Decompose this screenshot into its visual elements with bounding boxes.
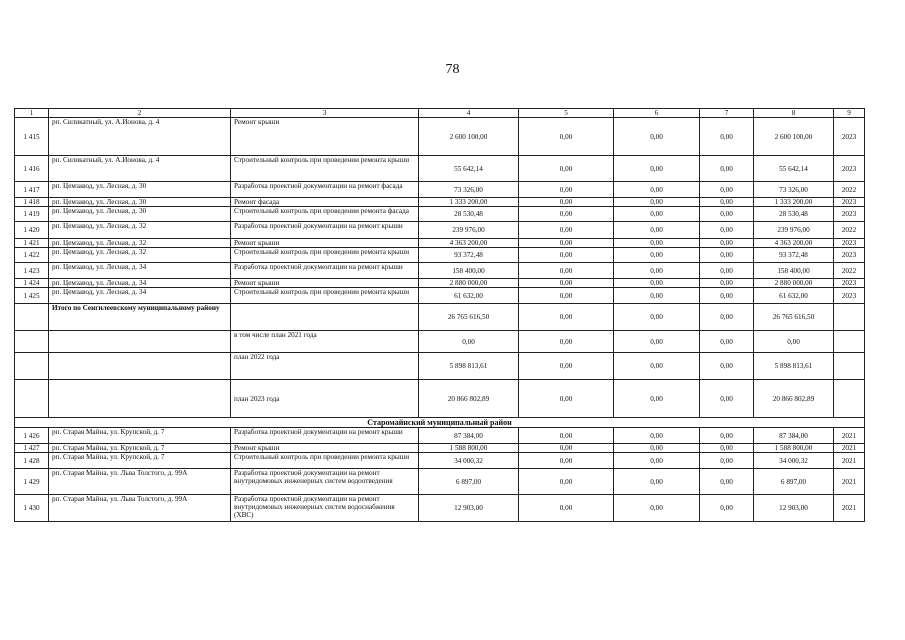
- col8-cell: 73 326,00: [754, 182, 834, 198]
- row-id: 1 421: [15, 239, 49, 248]
- plan-2021-label: в том числе план 2021 года: [231, 331, 419, 353]
- col8-cell: 1 588 800,00: [754, 444, 834, 453]
- section-row: [15, 418, 865, 428]
- col4-cell: 73 326,00: [419, 182, 519, 198]
- col6-cell: 0,00: [614, 288, 700, 304]
- plan-2022-c5: 0,00: [519, 353, 614, 380]
- work-type-cell: Разработка проектной документации на ремонт внутридомовых инженерных систем водоотведения: [231, 469, 419, 495]
- col7-cell: 0,00: [700, 469, 754, 495]
- table-row: [15, 207, 865, 222]
- address-cell: рп. Цемзавод, ул. Лесная, д. 34: [49, 263, 231, 279]
- table-row: [15, 428, 865, 444]
- plan-2022-c8: 5 898 813,61: [754, 353, 834, 380]
- row-id: 1 424: [15, 279, 49, 288]
- empty-cell: [15, 380, 49, 418]
- table-row: [15, 118, 865, 156]
- col6-cell: 0,00: [614, 182, 700, 198]
- year-cell: 2022: [834, 182, 865, 198]
- year-cell: 2021: [834, 495, 865, 522]
- col6-cell: 0,00: [614, 156, 700, 182]
- row-id: 1 419: [15, 207, 49, 222]
- table-row: [15, 495, 865, 522]
- plan-2021-c8: 0,00: [754, 331, 834, 353]
- col4-cell: 2 880 000,00: [419, 279, 519, 288]
- col6-cell: 0,00: [614, 453, 700, 469]
- col6-cell: 0,00: [614, 198, 700, 207]
- plan-2021-row: [15, 331, 865, 353]
- col4-cell: 2 600 100,00: [419, 118, 519, 156]
- empty-cell: [834, 331, 865, 353]
- col7-cell: 0,00: [700, 182, 754, 198]
- address-cell: рп. Старая Майна, ул. Льва Толстого, д. 99А: [49, 495, 231, 522]
- table-row: [15, 279, 865, 288]
- col5-cell: 0,00: [519, 207, 614, 222]
- empty-cell: [834, 353, 865, 380]
- table-row: [15, 444, 865, 453]
- plan-2021-c5: 0,00: [519, 331, 614, 353]
- col7-cell: 0,00: [700, 495, 754, 522]
- header-cell: 1: [15, 109, 49, 118]
- row-id: 1 427: [15, 444, 49, 453]
- col7-cell: 0,00: [700, 207, 754, 222]
- col5-cell: 0,00: [519, 495, 614, 522]
- col8-cell: 2 880 000,00: [754, 279, 834, 288]
- col4-cell: 6 897,00: [419, 469, 519, 495]
- col4-cell: 55 642,14: [419, 156, 519, 182]
- col8-cell: 93 372,48: [754, 248, 834, 263]
- col4-cell: 34 000,32: [419, 453, 519, 469]
- col6-cell: 0,00: [614, 222, 700, 239]
- row-id: 1 423: [15, 263, 49, 279]
- header-cell: 3: [231, 109, 419, 118]
- work-type-cell: Разработка проектной документации на ремонт крыши: [231, 222, 419, 239]
- col8-cell: 6 897,00: [754, 469, 834, 495]
- table-header-row: [15, 109, 865, 118]
- col4-cell: 1 333 200,00: [419, 198, 519, 207]
- col5-cell: 0,00: [519, 118, 614, 156]
- work-type-cell: Ремонт крыши: [231, 118, 419, 156]
- col6-cell: 0,00: [614, 263, 700, 279]
- col7-cell: 0,00: [700, 279, 754, 288]
- total-c7: 0,00: [700, 304, 754, 331]
- row-id: 1 420: [15, 222, 49, 239]
- col6-cell: 0,00: [614, 469, 700, 495]
- header-cell: 8: [754, 109, 834, 118]
- empty-cell: [15, 331, 49, 353]
- table-row: [15, 156, 865, 182]
- col8-cell: 2 600 100,00: [754, 118, 834, 156]
- col7-cell: 0,00: [700, 118, 754, 156]
- address-cell: рп. Цемзавод, ул. Лесная, д. 34: [49, 288, 231, 304]
- address-cell: рп. Старая Майна, ул. Крупской, д. 7: [49, 444, 231, 453]
- row-id: 1 430: [15, 495, 49, 522]
- col8-cell: 61 632,00: [754, 288, 834, 304]
- col7-cell: 0,00: [700, 248, 754, 263]
- row-id: 1 429: [15, 469, 49, 495]
- col5-cell: 0,00: [519, 279, 614, 288]
- col5-cell: 0,00: [519, 288, 614, 304]
- table-row: [15, 198, 865, 207]
- col6-cell: 0,00: [614, 248, 700, 263]
- col4-cell: 1 588 800,00: [419, 444, 519, 453]
- col5-cell: 0,00: [519, 156, 614, 182]
- work-type-cell: Строительный контроль при проведении ремонта крыши: [231, 248, 419, 263]
- col5-cell: 0,00: [519, 453, 614, 469]
- table-row: [15, 239, 865, 248]
- address-cell: рп. Старая Майна, ул. Льва Толстого, д. 99А: [49, 469, 231, 495]
- col4-cell: 93 372,48: [419, 248, 519, 263]
- row-id: 1 425: [15, 288, 49, 304]
- plan-2021-c6: 0,00: [614, 331, 700, 353]
- col5-cell: 0,00: [519, 198, 614, 207]
- col5-cell: 0,00: [519, 222, 614, 239]
- total-c5: 0,00: [519, 304, 614, 331]
- header-cell: 2: [49, 109, 231, 118]
- work-type-cell: Ремонт крыши: [231, 239, 419, 248]
- work-type-cell: Строительный контроль при проведении ремонта крыши: [231, 288, 419, 304]
- row-id: 1 422: [15, 248, 49, 263]
- col8-cell: 4 363 200,00: [754, 239, 834, 248]
- work-type-cell: Ремонт крыши: [231, 444, 419, 453]
- address-cell: рп. Старая Майна, ул. Крупской, д. 7: [49, 453, 231, 469]
- table-row: [15, 182, 865, 198]
- empty-cell: [49, 380, 231, 418]
- address-cell: рп. Цемзавод, ул. Лесная, д. 30: [49, 207, 231, 222]
- col7-cell: 0,00: [700, 156, 754, 182]
- col5-cell: 0,00: [519, 239, 614, 248]
- row-id: 1 417: [15, 182, 49, 198]
- plan-2023-c4: 20 866 802,89: [419, 380, 519, 418]
- col7-cell: 0,00: [700, 453, 754, 469]
- row-id: 1 418: [15, 198, 49, 207]
- header-cell: 6: [614, 109, 700, 118]
- address-cell: рп. Старая Майна, ул. Крупской, д. 7: [49, 428, 231, 444]
- capital-repair-table: [14, 108, 865, 522]
- work-type-cell: Ремонт крыши: [231, 279, 419, 288]
- empty-cell: [834, 380, 865, 418]
- row-id: 1 426: [15, 428, 49, 444]
- plan-2022-c6: 0,00: [614, 353, 700, 380]
- empty-cell: [49, 331, 231, 353]
- empty-cell: [231, 304, 419, 331]
- plan-2022-c4: 5 898 813,61: [419, 353, 519, 380]
- plan-2022-label: план 2022 года: [231, 353, 419, 380]
- address-cell: рп. Цемзавод, ул. Лесная, д. 32: [49, 222, 231, 239]
- table-row: [15, 263, 865, 279]
- col4-cell: 28 530,48: [419, 207, 519, 222]
- col8-cell: 158 400,00: [754, 263, 834, 279]
- plan-2023-c7: 0,00: [700, 380, 754, 418]
- col6-cell: 0,00: [614, 444, 700, 453]
- year-cell: 2023: [834, 118, 865, 156]
- row-id: 1 415: [15, 118, 49, 156]
- year-cell: 2023: [834, 207, 865, 222]
- work-type-cell: Разработка проектной документации на ремонт крыши: [231, 428, 419, 444]
- col8-cell: 28 530,48: [754, 207, 834, 222]
- year-cell: 2023: [834, 248, 865, 263]
- plan-2023-c6: 0,00: [614, 380, 700, 418]
- header-cell: 7: [700, 109, 754, 118]
- work-type-cell: Строительный контроль при проведении ремонта крыши: [231, 156, 419, 182]
- address-cell: рп. Цемзавод, ул. Лесная, д. 34: [49, 279, 231, 288]
- col6-cell: 0,00: [614, 495, 700, 522]
- total-label: Итого по Сенгилеевскому муниципальному району: [49, 304, 231, 331]
- address-cell: рп. Силикатный, ул. А.Ионова, д. 4: [49, 118, 231, 156]
- col8-cell: 87 384,00: [754, 428, 834, 444]
- header-cell: 9: [834, 109, 865, 118]
- col4-cell: 158 400,00: [419, 263, 519, 279]
- col5-cell: 0,00: [519, 428, 614, 444]
- work-type-cell: Строительный контроль при проведении ремонта фасада: [231, 207, 419, 222]
- work-type-cell: Разработка проектной документации на ремонт внутридомовых инженерных систем водоснабжения (ХВС): [231, 495, 419, 522]
- col8-cell: 34 000,32: [754, 453, 834, 469]
- col5-cell: 0,00: [519, 263, 614, 279]
- year-cell: 2021: [834, 453, 865, 469]
- year-cell: 2022: [834, 222, 865, 239]
- year-cell: 2023: [834, 239, 865, 248]
- total-c8: 26 765 616,50: [754, 304, 834, 331]
- page-number: 78: [445, 62, 460, 77]
- year-cell: 2021: [834, 444, 865, 453]
- work-type-cell: Ремонт фасада: [231, 198, 419, 207]
- address-cell: рп. Цемзавод, ул. Лесная, д. 32: [49, 239, 231, 248]
- year-cell: 2021: [834, 428, 865, 444]
- plan-2022-c7: 0,00: [700, 353, 754, 380]
- col7-cell: 0,00: [700, 428, 754, 444]
- work-type-cell: Разработка проектной документации на ремонт фасада: [231, 182, 419, 198]
- year-cell: 2023: [834, 279, 865, 288]
- col5-cell: 0,00: [519, 182, 614, 198]
- col8-cell: 12 903,00: [754, 495, 834, 522]
- table-row: [15, 248, 865, 263]
- col6-cell: 0,00: [614, 428, 700, 444]
- col5-cell: 0,00: [519, 444, 614, 453]
- table-row: [15, 288, 865, 304]
- col5-cell: 0,00: [519, 469, 614, 495]
- year-cell: 2021: [834, 469, 865, 495]
- empty-cell: [49, 353, 231, 380]
- total-c6: 0,00: [614, 304, 700, 331]
- total-c4: 26 765 616,50: [419, 304, 519, 331]
- col7-cell: 0,00: [700, 444, 754, 453]
- year-cell: 2023: [834, 288, 865, 304]
- col4-cell: 61 632,00: [419, 288, 519, 304]
- plan-2021-c4: 0,00: [419, 331, 519, 353]
- col6-cell: 0,00: [614, 207, 700, 222]
- col8-cell: 1 333 200,00: [754, 198, 834, 207]
- col7-cell: 0,00: [700, 288, 754, 304]
- col4-cell: 12 903,00: [419, 495, 519, 522]
- row-id: 1 428: [15, 453, 49, 469]
- col7-cell: 0,00: [700, 222, 754, 239]
- plan-2023-c5: 0,00: [519, 380, 614, 418]
- section-title: Старомайнский муниципальный район: [15, 418, 865, 428]
- year-cell: 2022: [834, 263, 865, 279]
- plan-2023-row: [15, 380, 865, 418]
- work-type-cell: Строительный контроль при проведении ремонта крыши: [231, 453, 419, 469]
- col4-cell: 4 363 200,00: [419, 239, 519, 248]
- col7-cell: 0,00: [700, 198, 754, 207]
- col6-cell: 0,00: [614, 118, 700, 156]
- header-cell: 5: [519, 109, 614, 118]
- col7-cell: 0,00: [700, 239, 754, 248]
- plan-2021-c7: 0,00: [700, 331, 754, 353]
- empty-cell: [834, 304, 865, 331]
- plan-2022-row: [15, 353, 865, 380]
- table-row: [15, 222, 865, 239]
- col4-cell: 239 976,00: [419, 222, 519, 239]
- col7-cell: 0,00: [700, 263, 754, 279]
- col4-cell: 87 384,00: [419, 428, 519, 444]
- address-cell: рп. Силикатный, ул. А.Ионова, д. 4: [49, 156, 231, 182]
- total-row: [15, 304, 865, 331]
- year-cell: 2023: [834, 156, 865, 182]
- address-cell: рп. Цемзавод, ул. Лесная, д. 30: [49, 198, 231, 207]
- address-cell: рп. Цемзавод, ул. Лесная, д. 30: [49, 182, 231, 198]
- col6-cell: 0,00: [614, 279, 700, 288]
- table-row: [15, 453, 865, 469]
- plan-2023-c8: 20 866 802,89: [754, 380, 834, 418]
- plan-2023-label: план 2023 года: [231, 380, 419, 418]
- work-type-cell: Разработка проектной документации на ремонт крыши: [231, 263, 419, 279]
- table-row: [15, 469, 865, 495]
- row-id: 1 416: [15, 156, 49, 182]
- col6-cell: 0,00: [614, 239, 700, 248]
- header-cell: 4: [419, 109, 519, 118]
- col5-cell: 0,00: [519, 248, 614, 263]
- col8-cell: 239 976,00: [754, 222, 834, 239]
- empty-cell: [15, 304, 49, 331]
- empty-cell: [15, 353, 49, 380]
- col8-cell: 55 642,14: [754, 156, 834, 182]
- year-cell: 2023: [834, 198, 865, 207]
- address-cell: рп. Цемзавод, ул. Лесная, д. 32: [49, 248, 231, 263]
